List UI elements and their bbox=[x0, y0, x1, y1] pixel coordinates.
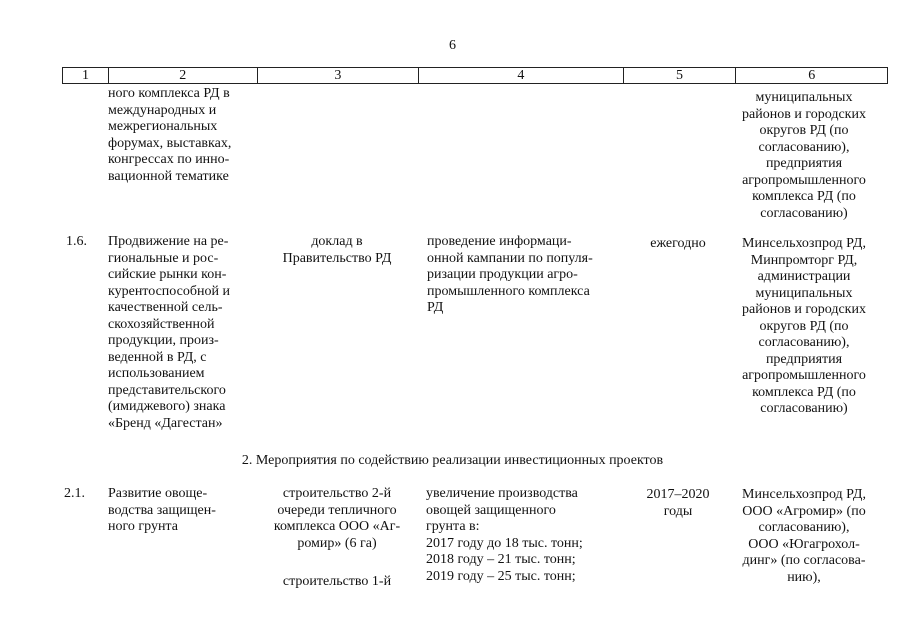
text-line: конгрессах по инно- bbox=[108, 152, 230, 167]
text-line: очереди тепличного bbox=[277, 502, 397, 518]
text-line: ного грунта bbox=[108, 519, 178, 534]
text-line: сийские рынки кон- bbox=[108, 267, 227, 282]
text-line: скохозяйственной bbox=[108, 316, 215, 332]
text-line: согласованию), bbox=[758, 335, 850, 350]
text-line: комплекса РД (по bbox=[752, 189, 856, 204]
text-line: водства защищен- bbox=[108, 502, 216, 518]
text-line: агропромышленного bbox=[742, 368, 866, 383]
text-line: согласованию), bbox=[758, 139, 850, 155]
text-line: районов и городских bbox=[742, 106, 866, 122]
text-line: Продвижение на ре- bbox=[108, 234, 229, 249]
text-line: Правительство РД bbox=[282, 250, 392, 266]
text-line: строительство 2-й bbox=[282, 486, 392, 501]
row-1-6-number: 1.6. bbox=[66, 234, 87, 249]
text-line: ризации продукции агро- bbox=[427, 267, 578, 282]
text-line: форумах, выставках, bbox=[108, 135, 232, 151]
text-line: вационной тематике bbox=[108, 168, 229, 184]
text-line: годы bbox=[663, 503, 693, 519]
text-line: предприятия bbox=[765, 156, 843, 171]
text-line: округов РД (по bbox=[759, 318, 849, 334]
text-line: межрегиональных bbox=[108, 119, 218, 134]
text-line: комплекса РД (по bbox=[752, 384, 856, 400]
text-line: ного комплекса РД в bbox=[108, 86, 230, 101]
text-line: районов и городских bbox=[742, 302, 866, 317]
text-line: ООО «Югагрохол- bbox=[748, 536, 860, 552]
text-line: округов РД (по bbox=[759, 123, 849, 138]
text-line: нию), bbox=[787, 569, 821, 585]
text-line: согласованию) bbox=[760, 401, 848, 416]
text-line: международных и bbox=[108, 102, 217, 118]
text-line: муниципальных bbox=[755, 285, 853, 301]
text-line: 2017 году до 18 тыс. тонн; bbox=[426, 535, 583, 551]
text-line: качественной сель- bbox=[108, 300, 223, 315]
row-1-6-col5-cell: ежегодно bbox=[650, 236, 706, 251]
text-line: комплекса ООО «Аг- bbox=[273, 519, 401, 534]
section-title: 2. Мероприятия по содействию реализации инвестиционных проектов bbox=[241, 453, 664, 468]
text-line: 2017–2020 bbox=[646, 487, 710, 502]
text-line: продукции, произ- bbox=[108, 333, 219, 348]
row-1-6-col2-cell bbox=[108, 234, 244, 432]
text-line: предприятия bbox=[765, 351, 843, 367]
text-line: РД bbox=[427, 300, 444, 315]
text-line: проведение информаци- bbox=[427, 234, 572, 249]
text-line: доклад в bbox=[311, 234, 363, 249]
text-line: курентоспособной и bbox=[108, 283, 230, 299]
cont-col2-cell bbox=[108, 86, 244, 185]
text-line: Минсельхозпрод РД, bbox=[742, 487, 866, 502]
text-line: динг» (по согласова- bbox=[742, 553, 866, 568]
text-line: ООО «Агромир» (по bbox=[742, 503, 866, 519]
header-col-3: 3 bbox=[258, 68, 420, 83]
text-line: ромир» (6 га) bbox=[297, 535, 377, 551]
text-line: увеличение производства bbox=[426, 486, 578, 501]
text-line: Развитие овоще- bbox=[108, 486, 208, 501]
text-line: муниципальных bbox=[755, 90, 853, 105]
text-line: согласованию), bbox=[758, 520, 850, 535]
text-line: представительского bbox=[108, 382, 226, 398]
text-line: 2018 году – 21 тыс. тонн; bbox=[426, 552, 576, 567]
header-col-5: 5 bbox=[624, 68, 737, 83]
text-line: Минпромторг РД, bbox=[750, 252, 858, 268]
page-number: 6 bbox=[449, 38, 456, 53]
row-2-1-col4-cell bbox=[426, 486, 610, 585]
text-line: онной кампании по популя- bbox=[427, 250, 593, 266]
text-line: агропромышленного bbox=[742, 172, 866, 188]
header-col-6: 6 bbox=[808, 68, 816, 83]
text-line: согласованию) bbox=[760, 205, 848, 221]
text-line: овощей защищенного bbox=[426, 502, 556, 518]
table-header-row bbox=[62, 67, 888, 84]
text-line: 2019 году – 25 тыс. тонн; bbox=[426, 568, 576, 584]
text-line: администрации bbox=[757, 269, 851, 284]
text-line: гиональные и рос- bbox=[108, 250, 219, 266]
text-line: использованием bbox=[108, 366, 205, 381]
header-col-4: 4 bbox=[419, 68, 624, 83]
row-2-1-col3-cell bbox=[262, 486, 412, 552]
text-line: промышленного комплекса bbox=[427, 283, 590, 299]
text-line: (имиджевого) знака bbox=[108, 399, 226, 414]
text-line: «Бренд «Дагестан» bbox=[108, 415, 223, 431]
header-col-2: 2 bbox=[109, 68, 258, 83]
header-col-1: 1 bbox=[63, 68, 109, 83]
row-1-6-col6-cell bbox=[724, 236, 884, 418]
row-2-1-number: 2.1. bbox=[64, 486, 85, 501]
text-line: грунта в: bbox=[426, 519, 480, 534]
row-2-1-col3b-cell: строительство 1-й bbox=[282, 574, 392, 589]
cont-col6-cell bbox=[724, 90, 884, 222]
row-1-6-col3-cell bbox=[262, 234, 412, 267]
row-1-6-col4-cell bbox=[427, 234, 612, 317]
row-2-1-col2-cell bbox=[108, 486, 244, 536]
text-line: Минсельхозпрод РД, bbox=[742, 236, 866, 251]
row-2-1-col5-cell bbox=[628, 487, 728, 520]
text-line: веденной в РД, с bbox=[108, 349, 207, 365]
row-2-1-col6-cell bbox=[724, 487, 884, 586]
